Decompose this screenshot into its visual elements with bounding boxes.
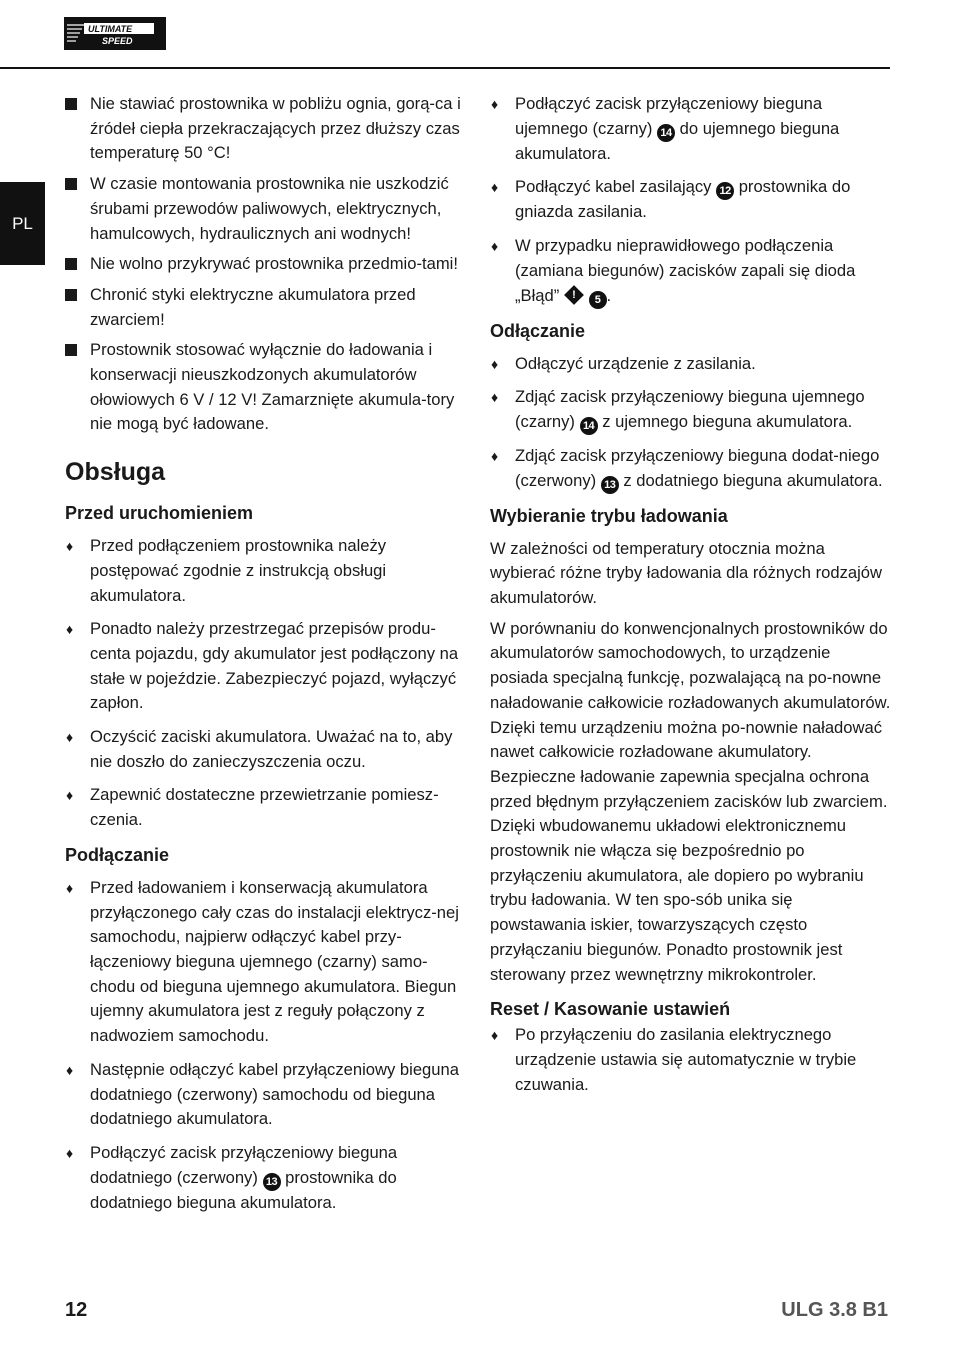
list-item: ♦ Odłączyć urządzenie z zasilania.	[490, 352, 892, 377]
part-number-badge: 5	[589, 291, 607, 309]
diamond-bullet-icon: ♦	[66, 729, 74, 746]
paragraph: W porównaniu do konwencjonalnych prostowników do akumulatorów samochodowych, to urządzenie posiada specjalną funkcję, pozwalającą na po-nowne naładowanie całkowicie rozładowanych akumulatorów. Dzięki temu urządzeniu można po-nownie naładować nawet całkowicie rozładowane akumulatory. Bezpieczne ładowanie zapewnia specjalna ochrona przed błędnym przyłączeniem zacisków lub zwarciem. Dzięki wbudowanemu układowi elektronicznemu prostownik nie włącza się bezpośrednio po przyłączeniu akumulatora, ale dopiero po wybraniu trybu ładowania. W ten spo-sób unika się powstawania iskier, towarzyszących często przyłączaniu biegunów. Ponadto prostownik jest sterowany przez wewnętrzny mikrokontroler.	[490, 618, 891, 984]
list-item: ♦ W przypadku nieprawidłowego podłączenia (zamiana biegunów) zacisków zapali się dioda „Błąd” ! 5 .	[490, 234, 892, 308]
list-item: ♦ Po przyłączeniu do zasilania elektrycznego urządzenie ustawia się automatycznie w trybie czuwania.	[491, 1025, 857, 1094]
list-item: ♦ Zapewnić dostateczne przewietrzanie pomiesz-czenia.	[66, 785, 439, 830]
safety-item: W czasie montowania prostownika nie uszkodzić śrubami przewodów paliwowych, elektrycznych, hamulcowych, hydraulicznych ani wodnych!	[65, 172, 463, 246]
part-number-badge: 13	[263, 1173, 281, 1191]
list-item: ♦ Podłączyć zacisk przyłączeniowy bieguna dodatniego (czerwony) 13 prostownika do dodatniego bieguna akumulatora.	[66, 1142, 398, 1212]
paragraph: W zależności od temperatury otocznia można wybierać różne tryby ładowania dla różnych rodzajów akumulatorów.	[490, 538, 882, 608]
safety-item: Chronić styki elektryczne akumulatora przed zwarciem!	[65, 283, 463, 332]
square-bullet-icon	[65, 289, 77, 301]
diamond-bullet-icon: ♦	[491, 96, 499, 112]
diamond-bullet-icon: ♦	[491, 389, 499, 406]
diamond-bullet-icon: ♦	[66, 1144, 74, 1161]
subsection-title-disconnecting: Odłączanie	[490, 320, 586, 341]
language-label: PL	[12, 213, 33, 233]
svg-text:SPEED: SPEED	[102, 36, 133, 46]
square-bullet-icon	[65, 344, 77, 356]
safety-item: Nie stawiać prostownika w pobliżu ognia, gorą-ca i źródeł ciepła przekraczających przez dłuższy czas temperaturę 50 °C!	[65, 92, 463, 166]
diamond-bullet-icon: ♦	[66, 879, 74, 896]
language-tab	[0, 182, 45, 265]
page-number: 12	[65, 1299, 88, 1321]
list-item: ♦ Zdjąć zacisk przyłączeniowy bieguna ujemnego (czarny) 14 z ujemnego bieguna akumulatora.	[490, 385, 892, 435]
subsection-title-reset: Reset / Kasowanie ustawień	[490, 999, 731, 1020]
diamond-bullet-icon: ♦	[491, 1027, 499, 1044]
diamond-bullet-icon: ♦	[66, 621, 74, 638]
diamond-bullet-icon: ♦	[66, 787, 74, 804]
square-bullet-icon	[65, 258, 77, 270]
subsection-title-charge-mode: Wybieranie trybu ładowania	[490, 505, 728, 526]
diamond-bullet-icon: ♦	[66, 1061, 74, 1078]
error-warning-icon: !	[564, 285, 584, 305]
list-item: ♦ Przed podłączeniem prostownika należy postępować zgodnie z instrukcją obsługi akumulatora.	[66, 536, 387, 605]
subsection-title-before-use: Przed uruchomieniem	[65, 503, 254, 524]
list-item: ♦ Zdjąć zacisk przyłączeniowy bieguna dodat-niego (czerwony) 13 z dodatniego bieguna akumulatora.	[490, 444, 892, 494]
part-number-badge: 14	[580, 417, 598, 435]
subsection-title-connecting: Podłączanie	[65, 844, 170, 865]
header-rule	[0, 67, 890, 69]
diamond-bullet-icon: ♦	[491, 179, 499, 196]
safety-item: Prostownik stosować wyłącznie do ładowania i konserwacji nieuszkodzonych akumulatorów ołowiowych 6 V / 12 V! Zamarznięte akumula-tory nie mogą być ładowane.	[65, 338, 463, 437]
right-column	[490, 92, 892, 1106]
part-number-badge: 12	[716, 182, 734, 200]
square-bullet-icon	[65, 178, 77, 190]
brand-logo	[64, 17, 166, 50]
diamond-bullet-icon: ♦	[66, 538, 74, 555]
section-title: Obsługa	[65, 458, 166, 487]
part-number-badge: 13	[601, 476, 619, 494]
list-item: ♦ Podłączyć kabel zasilający 12 prostownika do gniazda zasilania.	[491, 177, 851, 222]
list-item: ♦ Podłączyć zacisk przyłączeniowy bieguna ujemnego (czarny) 14 do ujemnego bieguna akumulatora.	[491, 94, 840, 163]
diamond-bullet-icon: ♦	[491, 238, 499, 255]
part-number-badge: 14	[657, 124, 675, 142]
list-item: ♦ Ponadto należy przestrzegać przepisów produ-centa pojazdu, gdy akumulator jest podłączony na stałe w pojeździe. Zabezpieczyć pojazd, wyłączyć zapłon.	[66, 619, 459, 713]
safety-item: Nie wolno przykrywać prostownika przedmio-tami!	[65, 252, 463, 277]
diamond-bullet-icon: ♦	[491, 355, 499, 372]
svg-text:ULTIMATE: ULTIMATE	[88, 24, 133, 34]
list-item: ♦ Następnie odłączyć kabel przyłączeniowy bieguna dodatniego (czerwony) samochodu od bieguna dodatniego akumulatora.	[66, 1059, 459, 1129]
diamond-bullet-icon: ♦	[491, 447, 499, 464]
left-column	[65, 92, 463, 1224]
list-item: ♦ Przed ładowaniem i konserwacją akumulatora przyłączonego cały czas do instalacji elektrycz-nej samochodu, najpierw odłączyć kabel przy-łączeniowy bieguna ujemnego (czarny) samo-chodu od bieguna ujemnego akumulatora. Biegun ujemny akumulatora jest z reguły połączony z nadwoziem samochodu.	[66, 877, 459, 1046]
model-name: ULG 3.8 B1	[781, 1299, 888, 1321]
list-item: ♦ Oczyścić zaciski akumulatora. Uważać na to, aby nie doszło do zanieczyszczenia oczu.	[66, 727, 453, 771]
square-bullet-icon	[65, 98, 77, 110]
